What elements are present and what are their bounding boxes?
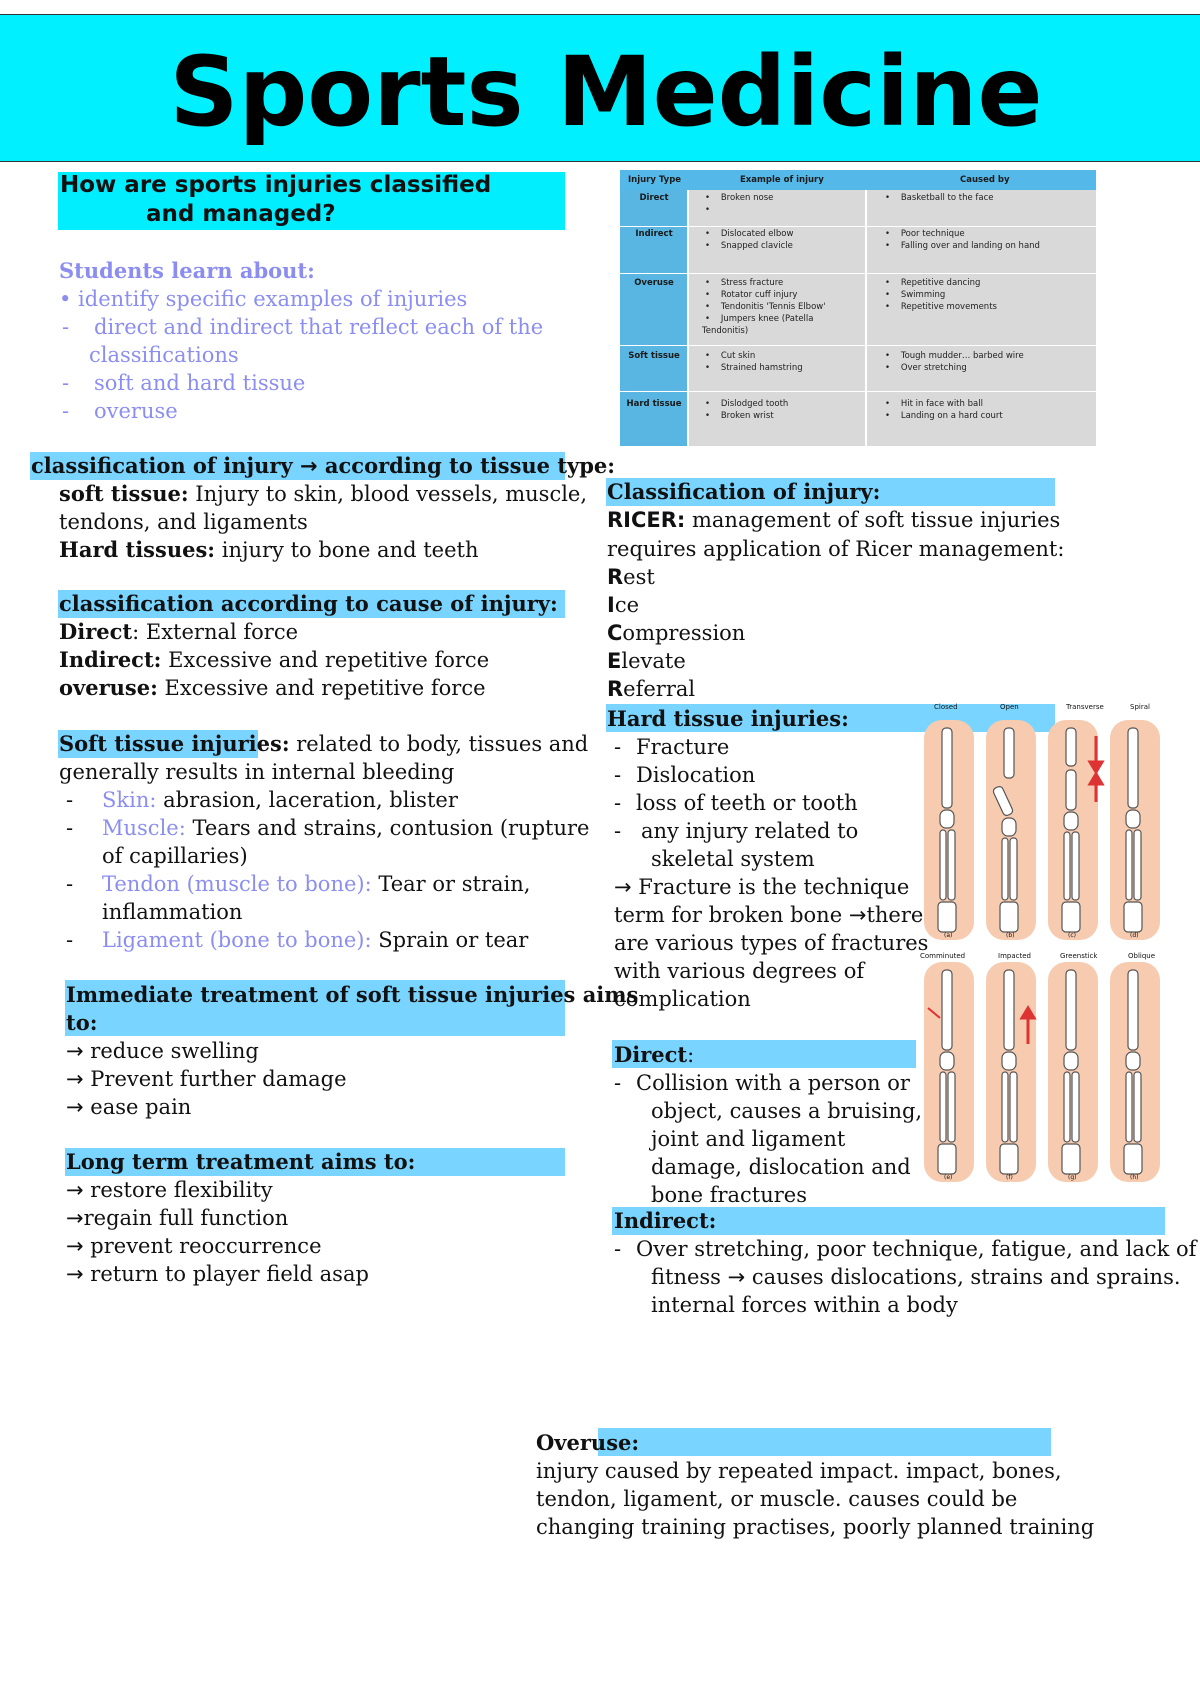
fracture-label: Comminuted	[920, 952, 966, 960]
table-cell	[885, 240, 1040, 252]
ricer-line	[607, 506, 1060, 534]
fracture-label: Impacted	[998, 952, 1031, 960]
immediate-heading: Immediate treatment of soft tissue injuries aims	[66, 982, 639, 1007]
list-dash: -	[614, 763, 622, 787]
cause-indirect	[59, 646, 489, 674]
fracture-letter: (d)	[1130, 932, 1139, 939]
table-cell	[705, 228, 793, 240]
bullet-icon: •	[705, 302, 711, 312]
bullet-icon: •	[885, 363, 891, 373]
bullet-icon: •	[705, 241, 711, 251]
table-divider	[620, 345, 1096, 346]
indirect-text: Excessive and repetitive force	[161, 648, 490, 672]
table-cell	[705, 350, 755, 362]
table-cell	[705, 301, 826, 313]
long-term-text: regain full function	[83, 1206, 289, 1230]
table-header-cell: Example of injury	[740, 175, 824, 185]
example-text: Broken wrist	[720, 411, 774, 421]
list-dash: -	[614, 791, 622, 815]
direct-line: object, causes a bruising,	[651, 1099, 923, 1123]
heading-part: according to tissue type:	[317, 453, 616, 478]
students-learn-heading: Students learn about:	[59, 258, 315, 283]
fracture-letter: (c)	[1068, 932, 1076, 939]
example-text: Dislodged tooth	[720, 399, 789, 409]
fracture-letter: (e)	[944, 1174, 953, 1181]
long-term-text: prevent reoccurrence	[83, 1234, 322, 1258]
hard-item-2: skeletal system	[651, 847, 815, 871]
fracture-label: Transverse	[1066, 703, 1104, 711]
fracture-text: there	[866, 903, 924, 927]
table-cell	[705, 192, 773, 204]
direct-text: : External force	[132, 620, 299, 644]
direct-heading-text: Direct	[614, 1042, 688, 1067]
ricer-step	[607, 619, 745, 647]
table-cell	[885, 398, 983, 410]
table-cell	[705, 398, 788, 410]
soft-tissue-line	[59, 480, 587, 508]
learn-item: classifications	[89, 343, 239, 367]
direct-colon: :	[687, 1043, 695, 1067]
arrow-icon: →	[66, 1234, 84, 1258]
cause-text: Falling over and landing on hand	[900, 241, 1040, 251]
ricer-heading: Classification of injury:	[607, 479, 881, 504]
bullet-icon: •	[705, 411, 711, 421]
fracture-label: Open	[1000, 703, 1019, 711]
soft-tissue-line-2: tendons, and ligaments	[59, 510, 308, 534]
question-line-2: and managed?	[146, 201, 336, 227]
ricer-step	[607, 563, 655, 591]
cause-text: Poor technique	[900, 229, 965, 239]
ricer-letter: C	[607, 621, 623, 645]
cause-text: Over stretching	[900, 363, 967, 373]
fracture-letter: (f)	[1006, 1174, 1013, 1181]
cause-heading: classification according to cause of injury:	[59, 591, 558, 616]
direct-label: Direct	[59, 619, 133, 644]
table-cell	[885, 350, 1024, 362]
hard-tissue-text: injury to bone and teeth	[215, 538, 479, 562]
tendon-item-2: inflammation	[102, 900, 243, 924]
table-cell	[705, 362, 803, 374]
direct-line: bone fractures	[651, 1183, 808, 1207]
learn-dash: -	[62, 315, 70, 339]
overuse-line: tendon, ligament, or muscle. causes could be	[536, 1487, 1018, 1511]
cause-text: Swimming	[900, 290, 946, 300]
fracture-text: Fracture is the technique	[631, 875, 910, 899]
fracture-types-figure	[918, 703, 1166, 1182]
skin-item	[102, 786, 458, 814]
ligament-label: Ligament (bone to bone):	[102, 928, 372, 952]
cause-overuse	[59, 674, 486, 702]
ligament-item	[102, 926, 528, 954]
example-text: Strained hamstring	[720, 363, 803, 373]
bullet-icon: •	[885, 399, 891, 409]
long-term-item	[66, 1232, 322, 1260]
bullet-icon: •	[705, 351, 711, 361]
question-line-1: How are sports injuries classified	[60, 172, 492, 198]
example-text: Tendonitis 'Tennis Elbow'	[720, 302, 826, 312]
arrow-icon: →	[848, 903, 867, 927]
bullet-icon: •	[885, 290, 891, 300]
bullet-icon: •	[705, 290, 711, 300]
fracture-para	[614, 873, 909, 901]
skin-label: Skin:	[102, 788, 157, 812]
hard-tissue-line	[59, 536, 478, 564]
overuse-line: injury caused by repeated impact. impact, bones,	[536, 1459, 1062, 1483]
indirect-line: internal forces within a body	[651, 1293, 958, 1317]
table-divider	[865, 190, 867, 446]
table-cell	[885, 410, 1003, 422]
example-text: Rotator cuff injury	[720, 290, 798, 300]
fracture-letter: (a)	[944, 932, 953, 939]
cause-text: Hit in face with ball	[900, 399, 983, 409]
direct-line: damage, dislocation and	[651, 1155, 911, 1179]
example-text: Snapped clavicle	[720, 241, 793, 251]
learn-item: soft and hard tissue	[94, 371, 306, 395]
table-row-type: Hard tissue	[626, 399, 682, 409]
ricer-step	[607, 591, 639, 619]
bullet-icon: •	[885, 302, 891, 312]
ricer-letter: I	[607, 593, 615, 617]
bullet-icon: •	[705, 205, 711, 215]
bullet-icon: •	[705, 193, 711, 203]
ricer-word: ce	[614, 593, 640, 617]
ricer-label: RICER:	[607, 508, 686, 532]
tendon-text: Tear or strain,	[371, 872, 531, 896]
direct-line: Collision with a person or	[636, 1071, 910, 1095]
bullet-icon: •	[885, 241, 891, 251]
fracture-letter: (b)	[1006, 932, 1015, 939]
example-text: Jumpers knee (Patella	[720, 314, 814, 324]
tendon-label: Tendon (muscle to bone):	[102, 872, 372, 896]
ricer-letter: E	[607, 649, 622, 673]
bullet-icon: •	[705, 229, 711, 239]
learn-dash: -	[62, 371, 70, 395]
table-cell	[885, 228, 965, 240]
table-cell	[705, 204, 710, 216]
ricer-step	[607, 647, 686, 675]
long-term-item	[66, 1176, 273, 1204]
overuse-heading-bg	[598, 1428, 1051, 1456]
fracture-letter: (h)	[1130, 1174, 1139, 1181]
table-row-type: Direct	[639, 193, 669, 203]
table-row-type: Indirect	[635, 229, 673, 239]
table-header-cell: Injury Type	[628, 175, 682, 185]
immediate-text: Prevent further damage	[83, 1067, 347, 1091]
example-text: Broken nose	[720, 193, 774, 203]
hard-item: any injury related to	[641, 819, 859, 843]
table-row-type: Soft tissue	[628, 351, 680, 361]
example-text: Stress fracture	[720, 278, 784, 288]
hard-item: Dislocation	[636, 763, 756, 787]
bullet-icon: •	[705, 314, 711, 324]
fracture-para: complication	[614, 987, 751, 1011]
muscle-item	[102, 814, 589, 842]
tissue-type-heading	[31, 452, 615, 480]
table-divider	[620, 391, 1096, 392]
hard-item: loss of teeth or tooth	[636, 791, 858, 815]
long-term-item	[66, 1204, 288, 1232]
muscle-text: Tears and strains, contusion (rupture	[185, 816, 590, 840]
ricer-letter: R	[607, 565, 624, 589]
list-dash: -	[66, 872, 74, 896]
learn-item: direct and indirect that reflect each of the	[94, 315, 544, 339]
example-text: Cut skin	[720, 351, 756, 361]
table-cell	[705, 289, 797, 301]
table-cell	[885, 277, 980, 289]
table-divider	[687, 190, 689, 446]
fracture-label: Oblique	[1128, 952, 1156, 960]
table-cell	[885, 289, 945, 301]
list-dash: -	[614, 735, 622, 759]
learn-dash: -	[62, 399, 70, 423]
indirect-label: Indirect:	[59, 647, 162, 672]
immediate-item	[66, 1065, 347, 1093]
fracture-label: Greenstick	[1060, 952, 1098, 960]
arrow-icon: →	[66, 1095, 84, 1119]
table-cell	[705, 277, 783, 289]
overuse-label: overuse:	[59, 675, 158, 700]
ligament-text: Sprain or tear	[371, 928, 529, 952]
fracture-para: with various degrees of	[614, 959, 865, 983]
table-cell	[885, 362, 967, 374]
arrow-icon: →	[66, 1067, 84, 1091]
ricer-word: ompression	[622, 621, 746, 645]
overuse-heading: Overuse:	[536, 1430, 640, 1455]
arrow-icon: →	[66, 1262, 84, 1286]
indirect-line	[651, 1263, 1181, 1291]
ricer-line-2: requires application of Ricer management:	[607, 537, 1065, 561]
soft-injuries-label: Soft tissue injuries:	[59, 731, 290, 756]
bullet-icon: •	[705, 363, 711, 373]
example-text: Dislocated elbow	[720, 229, 794, 239]
fracture-label: Spiral	[1130, 703, 1150, 711]
table-row-type: Overuse	[634, 278, 674, 288]
table-header-cell: Caused by	[960, 175, 1010, 185]
immediate-item	[66, 1037, 259, 1065]
table-divider	[620, 273, 1096, 274]
fracture-para	[614, 901, 923, 929]
arrow-icon: →	[727, 1265, 746, 1289]
bullet-icon: •	[885, 229, 891, 239]
bullet-icon: •	[885, 351, 891, 361]
direct-line: joint and ligament	[651, 1127, 846, 1151]
ricer-letter: R	[607, 677, 624, 701]
ricer-text: management of soft tissue injuries	[685, 508, 1061, 532]
table-cell	[885, 301, 997, 313]
immediate-text: ease pain	[83, 1095, 192, 1119]
soft-injuries-text: related to body, tissues and	[289, 732, 589, 756]
immediate-text: reduce swelling	[83, 1039, 259, 1063]
indirect-text: fitness	[651, 1265, 728, 1289]
table-cell	[705, 240, 793, 252]
immediate-item	[66, 1093, 191, 1121]
list-dash: -	[614, 819, 622, 843]
muscle-label: Muscle:	[102, 816, 186, 840]
list-dash: -	[66, 816, 74, 840]
arrow-icon: →	[614, 875, 632, 899]
list-dash: -	[614, 1237, 622, 1261]
cause-text: Repetitive movements	[900, 302, 997, 312]
arrow-icon: →	[66, 1178, 84, 1202]
bullet-icon: •	[705, 399, 711, 409]
cause-text: Tough mudder… barbed wire	[900, 351, 1024, 361]
arrow-icon: →	[66, 1039, 84, 1063]
ricer-word: levate	[621, 649, 686, 673]
list-dash: -	[66, 928, 74, 952]
tendon-item	[102, 870, 530, 898]
hard-item: Fracture	[636, 735, 730, 759]
bullet-icon: •	[885, 278, 891, 288]
skin-text: abrasion, laceration, blister	[156, 788, 458, 812]
arrow-icon: →	[299, 454, 318, 478]
muscle-item-2: of capillaries)	[102, 844, 248, 868]
long-term-text: restore flexibility	[83, 1178, 273, 1202]
heading-part: classification of injury	[31, 453, 300, 478]
fracture-letter: (g)	[1068, 1174, 1077, 1181]
title-banner	[0, 14, 1200, 162]
fracture-para: are various types of fractures	[614, 931, 929, 955]
cause-direct	[59, 618, 298, 646]
bullet-icon: •	[885, 411, 891, 421]
long-term-heading: Long term treatment aims to:	[66, 1149, 416, 1174]
long-term-text: return to player field asap	[83, 1262, 369, 1286]
indirect-line: Over stretching, poor technique, fatigue, and lack of	[636, 1237, 1197, 1261]
fracture-text: term for broken bone	[614, 903, 849, 927]
list-dash: -	[66, 788, 74, 812]
overuse-text: Excessive and repetitive force	[157, 676, 486, 700]
overuse-line: changing training practises, poorly planned training	[536, 1515, 1095, 1539]
list-dash: -	[614, 1071, 622, 1095]
bullet-icon: •	[705, 278, 711, 288]
soft-injuries-line-2: generally results in internal bleeding	[59, 760, 455, 784]
cause-text: Basketball to the face	[900, 193, 994, 203]
table-divider	[620, 226, 1096, 227]
cause-text: Repetitive dancing	[900, 278, 981, 288]
ricer-word: eferral	[623, 677, 696, 701]
ricer-word: est	[623, 565, 655, 589]
indirect-text: causes dislocations, strains and sprains.	[745, 1265, 1181, 1289]
table-cell	[885, 192, 994, 204]
long-term-item	[66, 1260, 369, 1288]
soft-tissue-label: soft tissue:	[59, 481, 189, 506]
table-header	[620, 170, 1096, 190]
table-cell	[705, 313, 814, 325]
direct-heading	[614, 1041, 694, 1069]
soft-tissue-text: Injury to skin, blood vessels, muscle,	[188, 482, 588, 506]
indirect-heading: Indirect:	[614, 1208, 717, 1233]
learn-item: overuse	[94, 399, 178, 423]
hard-tissue-label: Hard tissues:	[59, 537, 216, 562]
fracture-label: Closed	[934, 703, 958, 711]
arrow-icon: →	[66, 1206, 84, 1230]
cause-text: Landing on a hard court	[900, 411, 1003, 421]
soft-injuries-line	[59, 730, 588, 758]
learn-item: • identify specific examples of injuries	[59, 287, 468, 311]
page-title: Sports Medicine	[169, 36, 1043, 148]
immediate-heading-2: to:	[66, 1010, 98, 1035]
fracture-illustration	[918, 706, 1166, 1182]
injury-table	[620, 170, 1096, 446]
ricer-step	[607, 675, 695, 703]
table-cell	[705, 410, 774, 422]
hard-injuries-heading: Hard tissue injuries:	[607, 706, 849, 731]
bullet-icon: •	[885, 193, 891, 203]
table-cell: Tendonitis)	[702, 326, 749, 336]
